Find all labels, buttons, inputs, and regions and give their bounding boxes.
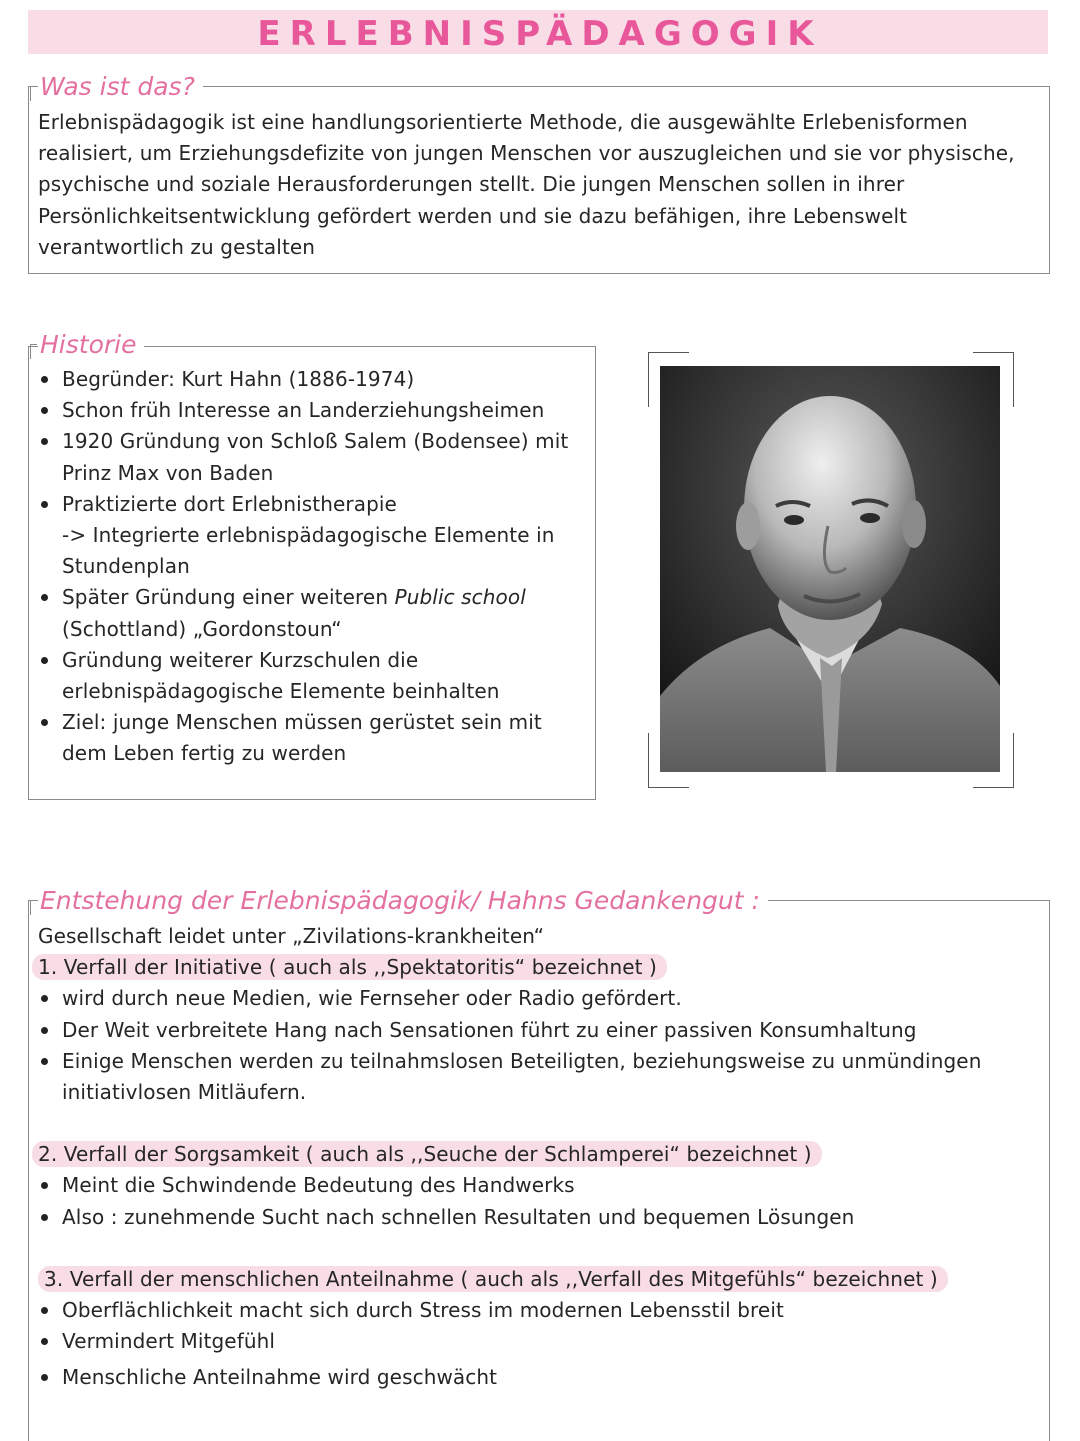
list-item: Oberflächlichkeit macht sich durch Stress im modernen Lebensstil breit (38, 1295, 1044, 1326)
list-item: Einige Menschen werden zu teilnahmslosen Beteiligten, beziehungsweise zu unmündingen initiativlosen Mitläufern. (38, 1046, 1044, 1108)
portrait-photo (660, 366, 1000, 772)
portrait-icon (660, 366, 1000, 772)
history-text (38, 364, 590, 770)
list-item-subtext: -> Integrierte erlebnispädagogische Elemente in Stundenplan (62, 523, 555, 579)
group-title-highlight: 2. Verfall der Sorgsamkeit ( auch als ,,Seuche der Schlamperei“ bezeichnet ) (32, 1141, 822, 1167)
definition-line: verantwortlich zu gestalten (38, 234, 316, 259)
list-item-text: Praktizierte dort Erlebnistherapie (62, 491, 397, 516)
group-title-highlight: 1. Verfall der Initiative ( auch als ,,Spektatoritis“ bezeichnet ) (32, 954, 667, 980)
list-item: Gründung weiterer Kurzschulen die erlebnispädagogische Elemente beinhalten (38, 645, 590, 707)
photo-frame (648, 352, 1014, 788)
group-list (38, 1295, 1044, 1394)
definition-line: realisiert, um Erziehungsdefizite von jungen Menschen vor auszugleichen und sie vor physische, (38, 141, 1015, 166)
group-list (38, 983, 1044, 1108)
origin-text (38, 921, 1044, 1394)
list-item-text: Später Gründung einer weiteren (62, 585, 395, 610)
definition-line: psychische und soziale Herausforderungen stellt. Die jungen Menschen sollen in ihrer (38, 172, 905, 197)
definition-line: Erlebnispädagogik ist eine handlungsorientierte Methode, die ausgewählte Erlebenisformen (38, 110, 968, 134)
origin-intro: Gesellschaft leidet unter „Zivilations-krankheiten“ (38, 924, 545, 948)
list-item (38, 582, 590, 644)
list-item: Vermindert Mitgefühl (38, 1326, 1044, 1357)
group-title-row (38, 1264, 1044, 1295)
history-list (38, 364, 590, 770)
definition-heading: Was ist das? (38, 70, 203, 104)
group-title-row (38, 1139, 1044, 1170)
group-title-highlight: 3. Verfall der menschlichen Anteilnahme ( auch als ,,Verfall des Mitgefühls“ bezeichnet ) (38, 1266, 948, 1292)
definition-line: Persönlichkeitsentwicklung gefördert werden und sie dazu befähigen, ihre Lebenswelt (38, 203, 908, 228)
list-item: Meint die Schwindende Bedeutung des Handwerks (38, 1170, 1044, 1201)
history-heading: Historie (38, 328, 144, 362)
group-title-row (38, 952, 1044, 983)
list-item: 1920 Gründung von Schloß Salem (Bodensee) mit Prinz Max von Baden (38, 426, 590, 488)
page-title: ERLEBNISPÄDAGOGIK (257, 14, 823, 54)
list-item-text: (Schottland) „Gordonstoun“ (62, 616, 342, 641)
list-item: Also : zunehmende Sucht nach schnellen Resultaten und bequemen Lösungen (38, 1202, 1044, 1233)
list-item: Menschliche Anteilnahme wird geschwächt (38, 1362, 1044, 1393)
origin-heading: Entstehung der Erlebnispädagogik/ Hahns Gedankengut : (38, 884, 768, 918)
definition-text (38, 107, 1044, 263)
list-item: Begründer: Kurt Hahn (1886-1974) (38, 364, 590, 395)
list-item (38, 489, 590, 583)
group-list (38, 1170, 1044, 1232)
list-item: Ziel: junge Menschen müssen gerüstet sein mit dem Leben fertig zu werden (38, 707, 590, 769)
list-item: Schon früh Interesse an Landerziehungsheimen (38, 395, 590, 426)
list-item: Der Weit verbreitete Hang nach Sensationen führt zu einer passiven Konsumhaltung (38, 1015, 1044, 1046)
list-item: wird durch neue Medien, wie Fernseher oder Radio gefördert. (38, 983, 1044, 1014)
list-item-italic: Public school (394, 585, 526, 610)
